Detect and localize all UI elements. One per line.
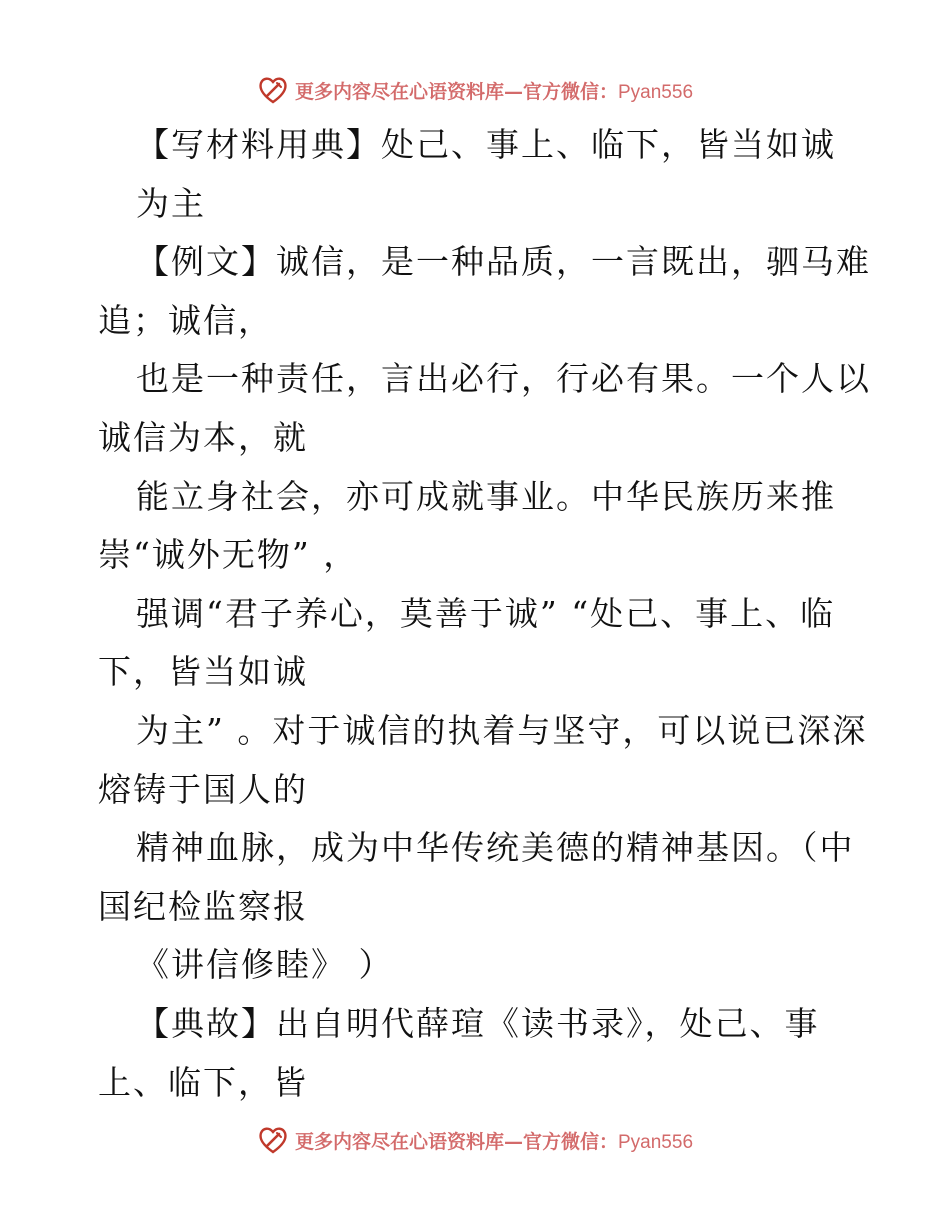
text-line: 《讲信修睦》 ） xyxy=(136,945,394,985)
watermark-label: 更多内容尽在心语资料库—官方微信： xyxy=(294,80,618,103)
heart-pen-icon xyxy=(257,74,289,106)
text-line: 国纪检监察报 xyxy=(98,886,308,926)
footer-watermark xyxy=(0,1120,950,1160)
watermark-label: 更多内容尽在心语资料库—官方微信： xyxy=(294,1130,618,1153)
watermark-id: Pyan556 xyxy=(618,81,694,103)
text-line: 诚信为本，就 xyxy=(98,417,308,457)
text-line: 下，皆当如诚 xyxy=(98,652,308,692)
text-line: 也是一种责任，言出必行，行必有果。一个人以 xyxy=(136,359,871,399)
text-line: 熔铸于国人的 xyxy=(98,769,308,809)
text-line: 崇“诚外无物” ， xyxy=(98,535,359,575)
document-body xyxy=(98,116,871,1112)
text-line: 【例文】诚信，是一种品质，一言既出，驷马难 xyxy=(136,242,871,282)
text-line: 强调“君子养心，莫善于诚” “处己、事上、临 xyxy=(136,593,836,633)
watermark-id: Pyan556 xyxy=(618,1131,694,1153)
watermark-text xyxy=(295,1127,693,1154)
text-line: 为主” 。对于诚信的执着与坚守，可以说已深深 xyxy=(136,710,868,750)
text-line: 【典故】出自明代薛瑄《读书录》，处己、事 xyxy=(136,1003,820,1043)
text-line: 精神血脉，成为中华传统美德的精神基因。（中 xyxy=(136,828,855,868)
heart-pen-icon xyxy=(257,1124,289,1156)
header-watermark xyxy=(0,70,950,110)
text-line: 【写材料用典】处己、事上、临下，皆当如诚 xyxy=(136,125,836,164)
text-line: 能立身社会，亦可成就事业。中华民族历来推 xyxy=(136,476,836,516)
text-line: 上、临下，皆 xyxy=(98,1062,308,1102)
text-line: 追；诚信， xyxy=(98,300,273,340)
text-line: 为主 xyxy=(136,183,206,223)
watermark-text xyxy=(295,77,693,104)
